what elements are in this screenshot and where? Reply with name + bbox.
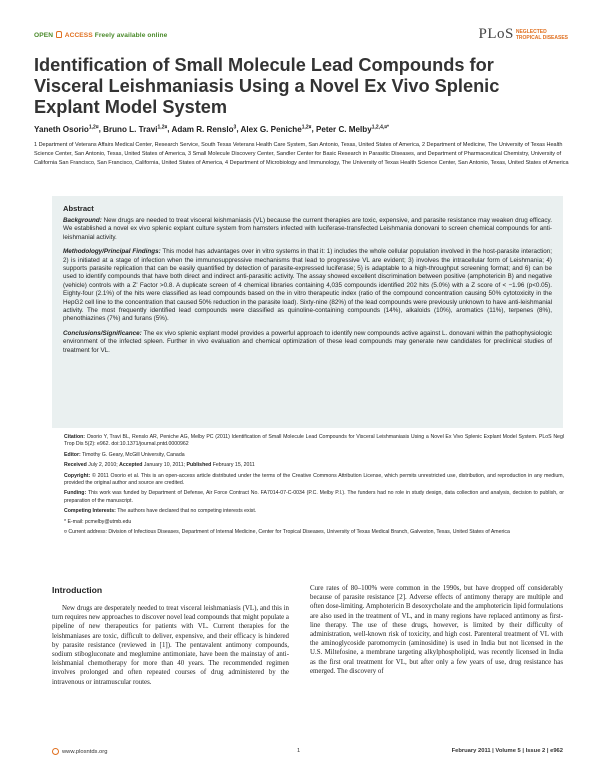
abstract-background: Background: New drugs are needed to treat visceral leishmaniasis (VL) because the current therapies are toxic, expensive, and parasite resistance may weaken drug efficacy. We established a novel ex vivo splenic explant culture system from hamsters infected with luciferase-transfected Leishmania donovani to screen chemical compounds for anti-leishmanial activity.: [63, 217, 552, 241]
article-metadata: [64, 434, 564, 539]
abstract-conclusions: Conclusions/Significance: The ex vivo splenic explant model provides a powerful approach to identify new compounds active against L. donovani within the pathophysiologic environment of the infected spleen. Further in vivo evaluation and chemical optimization of these lead compounds may generate new candidates for preclinical studies of treatment for VL.: [63, 329, 552, 354]
editor: Editor: Timothy G. Geary, McGill University, Canada: [64, 451, 185, 458]
article-title: Identification of Small Molecule Lead Compounds for Visceral Leishmaniasis Using a Novel Ex Vivo Splenic Explant Model System: [34, 55, 500, 117]
author: Bruno L. Travi$^{1,2¤}$: [103, 124, 168, 134]
globe-icon: [52, 748, 59, 755]
author-list: Yaneth Osorio$^{1,2¤}$, Bruno L. Travi$^{1,2¤}$, Adam R. Renslo$^3$, Alex G. Peniche$^{1,2¤}$, Peter C. Melby$^{1,2,4,¤*}$: [34, 124, 389, 134]
page-footer: [52, 746, 563, 758]
abstract-heading: Abstract: [63, 204, 94, 213]
intro-column-right: Cure rates of 80–100% were common in the 1990s, but have dropped off considerably because of parasite resistance [2]. Adverse effects of antimony therapy are multiple and often dose-limiting. Amphotericin B desoxycholate and the amphotericin lipid formulations are also used in the treatment of VL, and in many regions have replaced antimony as first-line therapy. The use of these drugs, however, is limited by their difficulty of administration, well-known risk of toxicity, and high cost. Parenteral treatment of VL with the aminoglycoside paromomycin (aminosidine) is used in India but not licensed in the U.S. Miltefosine, a membrane targeting alkylphospholipid, was recently licensed in India as the first oral treatment for VL, but after only a few years of use, drug resistance has emerged. The discovery of: [310, 585, 563, 675]
dates: Received July 2, 2010; Accepted January 10, 2011; Published February 15, 2011: [64, 462, 255, 469]
abstract-box: [52, 196, 563, 428]
author: Yaneth Osorio$^{1,2¤}$: [34, 124, 99, 134]
journal-header: [34, 27, 568, 45]
email-link[interactable]: * E-mail: pcmelby@utmb.edu: [64, 518, 132, 525]
funding: Funding: This work was funded by Department of Defense, Air Force Contract No. FA7014-07-C-0034 (P.C. Melby P.I.). The funders had no role in study design, data collection and analysis, decision to publish, or preparation of the manuscript.: [64, 490, 564, 504]
author: Adam R. Renslo$^3$: [171, 124, 237, 134]
copyright: Copyright: © 2011 Osorio et al. This is an open-access article distributed under the terms of the Creative Commons Attribution License, which permits unrestricted use, distribution, and reproduction in any medium, provided the original author and source are credited.: [64, 472, 564, 487]
competing-interests: Competing Interests: The authors have declared that no competing interests exist.: [64, 508, 257, 515]
free-available-text: Freely available online: [94, 32, 168, 39]
page-number: 1: [297, 748, 301, 754]
author: Alex G. Peniche$^{1,2¤}$: [240, 124, 312, 134]
abstract-methods: Methodology/Principal Findings: This model has advantages over in vitro systems in that it: 1) includes the whole cellular population involved in the host-parasite interaction; 2) is initiated at a stage of infection when the immunosuppressive mechanisms that lead to progressive VL are evident; 3) involves the intracellular form of Leishmania; 4) supports parasite replication that can be easily quantified by detection of parasite-expressed luciferase; 5) is adaptable to a high-throughput screening format; and 6) can be used to identify compounds that have both direct and indirect anti-parasitic activity. The assay showed excellent discrimination between positive (amphotericin B) and negative (vehicle) controls with a Z' Factor >0.8. A duplicate screen of 4 chemical libraries containing 4,035 compounds identified 202 hits (5.0%) with a Z score of < −1.96 (p<0.05). Eighty-four (2.1%) of the hits were classified as lead compounds based on the in vitro therapeutic index (ratio of the compound concentration causing 50% cytotoxicity in the HepG2 cell line to the concentration that caused 50% reduction in the parasite load). Sixty-nine (82%) of the lead compounds were previously unknown to have anti-leishmanial activity. The most frequently identified lead compounds were classified as quinoline-containing compounds (14%), alkaloids (10%), aromatics (11%), terpenes (8%), phenothiazines (7%) and furans (5%).: [63, 248, 552, 323]
journal-logo: [479, 27, 569, 42]
affiliations: 1 Department of Veterans Affairs Medical Center, Research Service, South Texas Veterans Health Care System, San Antonio, Texas, United States of America, 2 Department of Medicine, The University of Texas Health Science Center, San Antonio, Texas, United States of America, 3 Small Molecule Discovery Center, Sandler Center for Basic Research in Parasitic Diseases, and Department of Pharmaceutical Chemistry, University of California San Francisco, San Francisco, California, United States of America, 4 Department of Microbiology and Immunology, The University of Texas Health Science Center, San Antonio, Texas, United States of America: [34, 142, 569, 167]
journal-subtitle: [516, 27, 568, 41]
citation: Citation: Osorio Y, Travi BL, Renslo AR, Peniche AG, Melby PC (2011) Identification of Small Molecule Lead Compounds for Visceral Leishmaniasis Using a Novel Ex Vivo Splenic Explant Model System. PLoS Negl Trop Dis 5(2): e962. doi:10.1371/journal.pntd.0000962: [64, 434, 564, 448]
open-access-banner: [34, 31, 167, 39]
journal-sub-line2: TROPICAL DISEASES: [515, 35, 568, 41]
journal-sub-line1: NEGLECTED: [515, 29, 547, 35]
access-word: ACCESS: [64, 32, 93, 39]
journal-url[interactable]: www.plosntds.org: [62, 748, 108, 755]
plos-wordmark: PLoS: [478, 26, 514, 42]
introduction-heading: Introduction: [52, 585, 103, 595]
current-address: ¤ Current address: Division of Infectious Diseases, Department of Internal Medicine, Center for Tropical Diseases, University of Texas Medical Branch, Galveston, Texas, United States of America: [64, 529, 510, 536]
footer-url[interactable]: [52, 748, 107, 755]
open-access-lock-icon: [56, 31, 62, 38]
intro-column-left: New drugs are desperately needed to treat visceral leishmaniasis (VL), and this in turn requires new approaches to discover novel lead compounds that might populate a pipeline of new therapeutics for patients with VL. Current therapies for the leishmaniases are toxic, difficult to deliver, expensive, and their efficacy is hindered by parasite resistance (reviewed in [1]). The pentavalent antimony compounds, sodium stibogluconate and meglumine antimoniate, have been the mainstay of anti-leishmanial chemotherapy for more than 40 years. The recommended regimen involves prolonged and often repeated courses of drug administered by the intravenous or intramuscular routes.: [52, 605, 289, 686]
author: Peter C. Melby$^{1,2,4,¤*}$: [315, 124, 389, 134]
open-word: OPEN: [34, 32, 54, 39]
issue-info: February 2011 | Volume 5 | Issue 2 | e962: [451, 748, 563, 754]
